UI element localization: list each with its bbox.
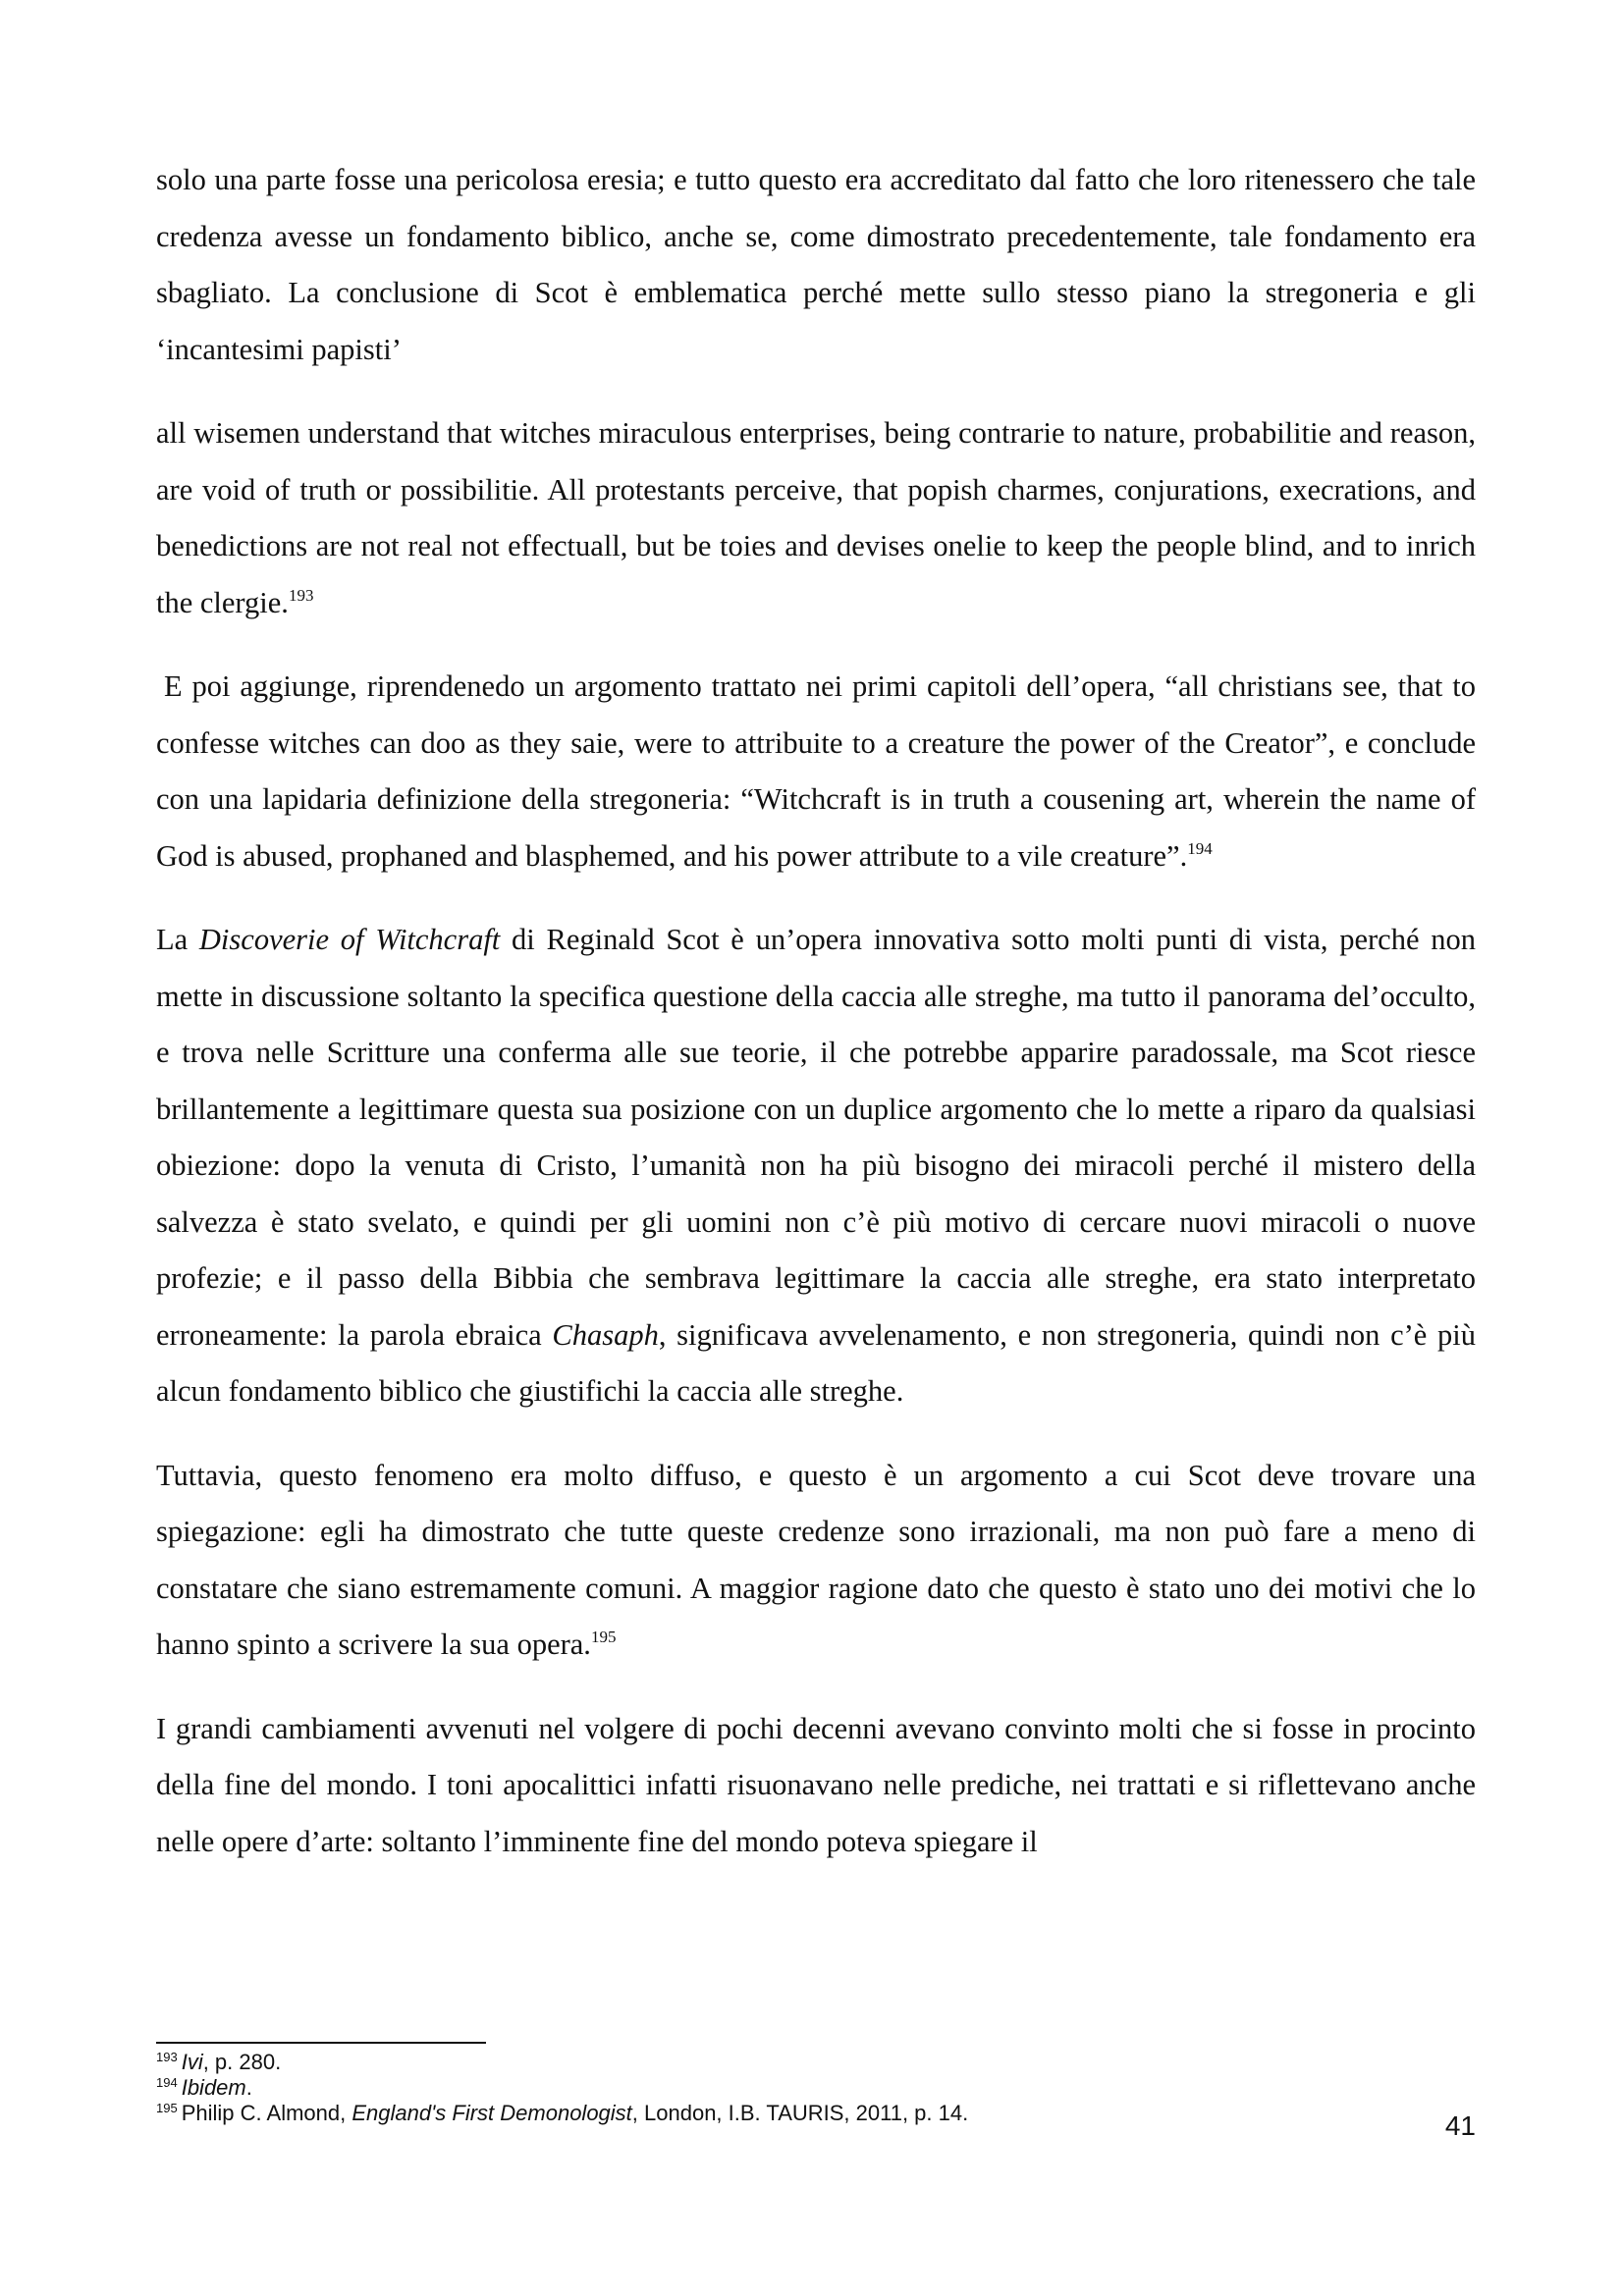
- footnote-ref-193[interactable]: 193: [288, 585, 314, 605]
- paragraph-2-text: E poi aggiunge, riprendenedo un argomento trattato nei primi capitoli dell’opera, “all christians see, that to confesse witches can doo as they saie, were to attribuite to a creature the power of the Creator”, e conclude con una lapidaria definizione della stregoneria: “Witchcraft is in truth a cousening art, wherein the name of God is abused, prophaned and blasphemed, and his power attribute to a vile creature”.: [156, 669, 1476, 873]
- footnote-separator: [156, 2042, 486, 2044]
- quote-text: all wisemen understand that witches miraculous enterprises, being contrarie to nature, probabilitie and reason, are void of truth or possibilitie. All protestants perceive, that popish charmes, conjurations, execrations, and benedictions are not real not effectuall, but be toies and devises onelie to keep the people blind, and to inrich the clergie.: [156, 416, 1476, 619]
- footnote-text: , London, I.B. TAURIS, 2011, p. 14.: [631, 2101, 969, 2125]
- block-quote: [156, 405, 1476, 631]
- paragraph-5: I grandi cambiamenti avvenuti nel volgere di pochi decenni avevano convinto molti che si fosse in procinto della fine del mondo. I toni apocalittici infatti risuonavano nelle prediche, nei trattati e si riflettevano anche nelle opere d’arte: soltanto l’imminente fine del mondo poteva spiegare il: [156, 1711, 1476, 1858]
- paragraph-2: [156, 659, 1476, 884]
- paragraph-1: solo una parte fosse una pericolosa eresia; e tutto questo era accreditato dal fatto che loro ritenessero che tale credenza avesse un fondamento biblico, anche se, come dimostrato precedentemente, tale fondamento era sbagliato. La conclusione di Scot è emblematica perché mette sullo stesso piano la stregoneria e gli ‘incantesimi papisti’: [156, 163, 1476, 366]
- hebrew-word: Chasaph: [552, 1317, 659, 1352]
- paragraph-3-text-b: di Reginald Scot è un’opera innovativa sotto molti punti di vista, perché non mette in discussione soltanto la specifica questione della caccia alle streghe, ma tutto il panorama del’occulto, e trova nelle Scritture una conferma alle sue teorie, il che potrebbe apparire paradossale, ma Scot riesce brillantemente a legittimare questa sua posizione con un duplice argomento che lo mette a riparo da qualsiasi obiezione: dopo la venuta di Cristo, l’umanità non ha più bisogno dei miracoli perché il mistero della salvezza è stato svelato, e quindi per gli uomini non c’è più motivo di cercare nuovi miracoli o nuove profezie; e il passo della Bibbia che sembrava legittimare la caccia alle streghe, era stato interpretato erroneamente: la parola ebraica: [156, 923, 1476, 1352]
- paragraph-3-text-c: , significava avvelenamento, e non stregoneria, quindi non c’è più alcun fondamento biblico che giustifichi la caccia alle streghe.: [156, 1317, 1476, 1408]
- footnote-193: [156, 2050, 1476, 2075]
- paragraph-4: [156, 1448, 1476, 1674]
- page-number: 41: [1444, 2110, 1476, 2141]
- footnotes: [156, 2050, 1476, 2126]
- footnote-text: , p. 280.: [202, 2050, 282, 2074]
- footnote-author: Philip C. Almond,: [181, 2101, 352, 2125]
- footnote-number: 195: [156, 2101, 178, 2115]
- paragraph-3-text-a: La: [156, 923, 199, 956]
- footnote-number: 194: [156, 2075, 178, 2090]
- paragraph-4-text: Tuttavia, questo fenomeno era molto diffuso, e questo è un argomento a cui Scot deve trovare una spiegazione: egli ha dimostrato che tutte queste credenze sono irrazionali, ma non può fare a meno di constatare che siano estremamente comuni. A maggior ragione dato che questo è stato uno dei motivi che lo hanno spinto a scrivere la sua opera.: [156, 1458, 1476, 1661]
- footnote-text: .: [245, 2075, 252, 2100]
- footnote-194: [156, 2075, 1476, 2101]
- paragraph-3: [156, 912, 1476, 1420]
- book-title: Discoverie of Witchcraft: [198, 923, 501, 956]
- footnote-ref-195[interactable]: 195: [590, 1628, 617, 1646]
- footnote-number: 193: [156, 2050, 178, 2064]
- footnote-195: [156, 2101, 1476, 2126]
- footnote-italic: Ivi: [181, 2050, 203, 2074]
- footnote-italic: England's First Demonologist: [352, 2101, 632, 2125]
- footnote-ref-194[interactable]: 194: [1187, 838, 1213, 858]
- footnote-italic: Ibidem: [181, 2075, 246, 2100]
- body-text: [156, 152, 1476, 1897]
